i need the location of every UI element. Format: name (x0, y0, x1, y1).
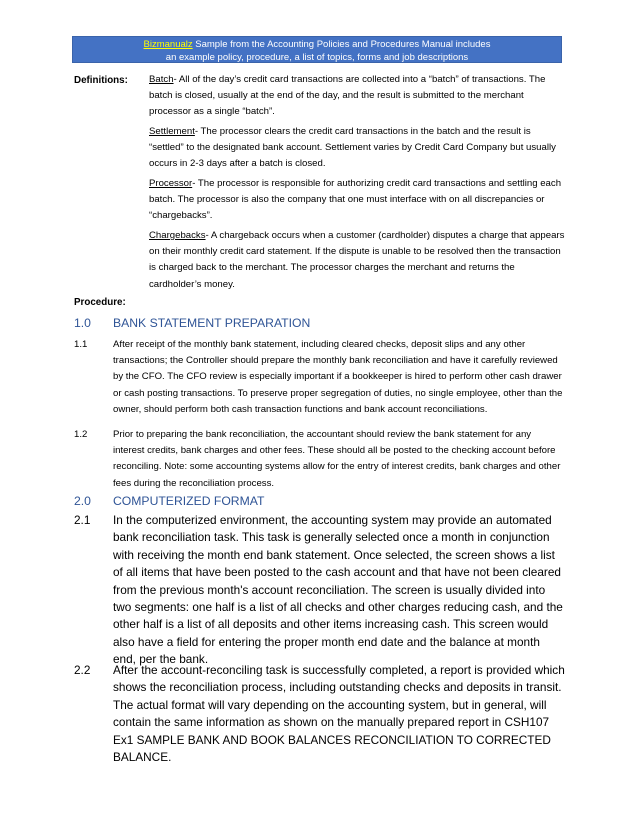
item-number: 1.1 (74, 339, 88, 350)
item-text: After the account-reconciling task is successfully completed, a report is provided which shows the reconciliation process, including outstanding checks and deposits in transit. The actual format will vary depending on the accounting system, but in general, will contain the same information as shown on the manually prepared report in CSH107 Ex1 SAMPLE BANK AND BOOK BALANCES RECONCILIATION TO CORRECTED BALANCE. (113, 663, 565, 765)
definition-term: Processor (149, 178, 193, 189)
definition-text: - A chargeback occurs when a customer (cardholder) disputes a charge that appears on their monthly credit card statement. If the dispute is unable to be resolved then the transaction is charged back to the merchant. The processor charges the merchant and returns the cardholder’s money. (149, 230, 565, 290)
definition-term: Chargebacks (149, 230, 206, 241)
procedure-label: Procedure: (74, 297, 126, 308)
banner-line-1-text: Sample from the Accounting Policies and Procedures Manual includes (192, 39, 491, 50)
item-text: In the computerized environment, the accounting system may provide an automated bank reconciliation task. This task is generally selected once a month in conjunction with receiving the month end bank statement. Once selected, the screen shows a list of all items that have been posted to the cash account and that have not been cleared from the previous month's account reconciliation. The screen is usually divided into two segments: one half is a list of all checks and other charges reducing cash, and the other half is a list of all deposits and other items increasing cash. This screen would also have a field for entering the proper month end date and the balance at month end, per the bank. (113, 513, 563, 667)
definition-processor (149, 176, 565, 225)
definitions-label: Definitions: (74, 75, 128, 86)
section-title: BANK STATEMENT PREPARATION (113, 316, 311, 330)
definition-term: Batch (149, 74, 174, 85)
promo-banner (72, 36, 562, 63)
definition-settlement (149, 124, 565, 173)
item-text: After receipt of the monthly bank statement, including cleared checks, deposit slips and any other transactions; the Controller should prepare the monthly bank reconciliation and have it carefully reviewed by the CFO. The CFO review is especially important if a bookkeeper is hired to perform other cash drawer or cash posting transactions. To preserve proper segregation of duties, no single employee, other than the owner, should perform both cash transaction functions and bank account reconciliations. (113, 339, 563, 415)
item-number: 1.2 (74, 429, 88, 440)
definition-batch (149, 72, 565, 121)
definition-text: - The processor clears the credit card transactions in the batch and the result is “settled” to the designated bank account. Settlement varies by Credit Card Company but usually occurs in 2-3 days after a batch is closed. (149, 126, 556, 170)
definition-text: - The processor is responsible for authorizing credit card transactions and settling each batch. The processor is also the company that one must interface with on all discrepancies or “chargebacks”. (149, 178, 562, 222)
item-number: 2.1 (74, 513, 91, 527)
section-number: 1.0 (74, 316, 91, 330)
item-number: 2.2 (74, 663, 91, 677)
banner-line-1 (73, 38, 561, 51)
definition-chargebacks (149, 228, 565, 293)
definition-term: Settlement (149, 126, 195, 137)
section-title: COMPUTERIZED FORMAT (113, 494, 265, 508)
bizmanualz-link[interactable]: Bizmanualz (143, 39, 193, 50)
definition-text: - All of the day’s credit card transactions are collected into a “batch” of transactions. The batch is closed, usually at the end of the day, and the result is submitted to the merchant processor as a single “batch”. (149, 74, 546, 118)
item-text: Prior to preparing the bank reconciliation, the accountant should review the bank statement for any interest credits, bank charges and other fees. These should all be posted to the checking account before reconciling. Note: some accounting systems allow for the entry of interest credits, bank charges and other fees during the reconciliation process. (113, 429, 561, 489)
section-number: 2.0 (74, 494, 91, 508)
banner-line-2: an example policy, procedure, a list of topics, forms and job descriptions (165, 52, 469, 63)
